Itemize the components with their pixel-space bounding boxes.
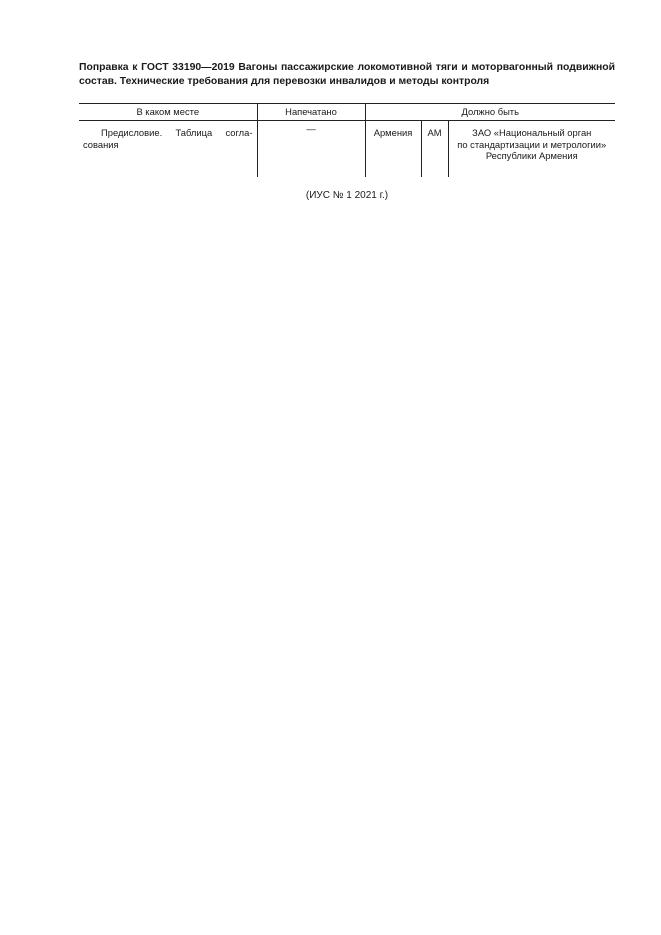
header-should-be: Должно быть (365, 104, 615, 121)
cell-country-code: AM (421, 121, 448, 178)
org-line-1: ЗАО «Национальный орган (472, 127, 592, 138)
table-header-row (79, 104, 615, 121)
org-line-3: Республики Армения (485, 150, 578, 161)
amendment-heading: Поправка к ГОСТ 33190—2019 Вагоны пассажирские локомотивной тяги и моторвагонный подвижной состав. Технические требования для перевозки инвалидов и методы контроля (79, 62, 615, 87)
cell-printed: — (257, 121, 365, 178)
amendment-table (79, 103, 615, 177)
header-printed: Напечатано (257, 104, 365, 121)
cell-country: Армения (365, 121, 421, 178)
cell-organization (448, 121, 615, 178)
org-line-2: по стандартизации и метрологии» (457, 138, 607, 150)
table-row (79, 121, 615, 178)
header-place: В каком месте (79, 104, 257, 121)
ius-footnote: (ИУС № 1 2021 г.) (305, 190, 389, 201)
cell-place: Предисловие. Таблица согла-сования (83, 127, 253, 150)
